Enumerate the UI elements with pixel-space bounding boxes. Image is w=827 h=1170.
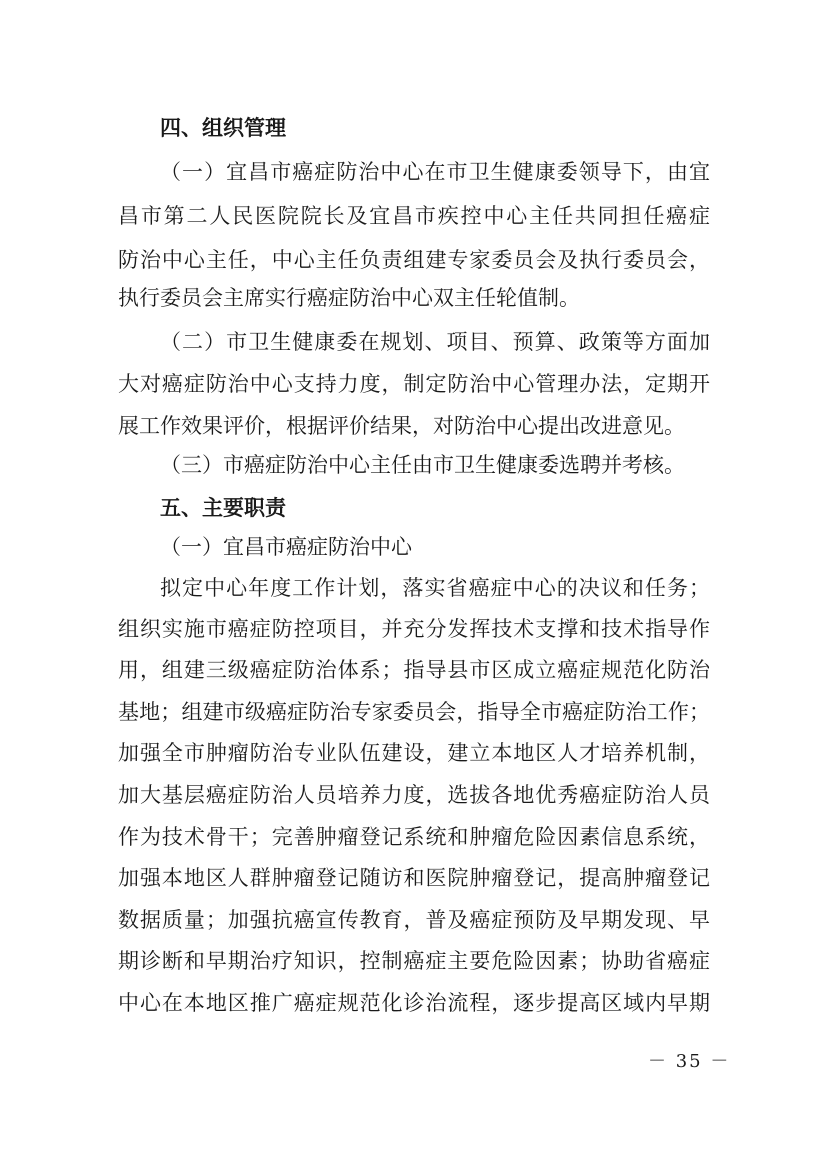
paragraph-line: 中心在本地区推广癌症规范化诊治流程，逐步提高区域内早期 (118, 991, 710, 1015)
paragraph-line: 防治中心主任，中心主任负责组建专家委员会及执行委员会， (118, 248, 710, 272)
subsection-heading: （一）宜昌市癌症防治中心 (160, 535, 412, 559)
paragraph-line: 组织实施市癌症防控项目，并充分发挥技术支撑和技术指导作 (118, 617, 710, 641)
paragraph-line: 期诊断和早期治疗知识，控制癌症主要危险因素；协助省癌症 (118, 949, 710, 973)
paragraph-line: 大对癌症防治中心支持力度，制定防治中心管理办法，定期开 (118, 372, 710, 396)
paragraph-line: 拟定中心年度工作计划，落实省癌症中心的决议和任务； (160, 576, 710, 600)
section-heading-organization: 四、组织管理 (160, 116, 286, 140)
paragraph-line: （一）宜昌市癌症防治中心在市卫生健康委领导下，由宜 (160, 160, 710, 184)
paragraph-line: 数据质量；加强抗癌宣传教育，普及癌症预防及早期发现、早 (118, 908, 710, 932)
section-heading-responsibilities: 五、主要职责 (160, 496, 286, 520)
paragraph-line: 加强全市肿瘤防治专业队伍建设，建立本地区人才培养机制， (118, 741, 710, 765)
paragraph-line: 执行委员会主席实行癌症防治中心双主任轮值制。 (118, 286, 580, 310)
paragraph-line: 用，组建三级癌症防治体系；指导县市区成立癌症规范化防治 (118, 658, 710, 682)
paragraph-line: 展工作效果评价，根据评价结果，对防治中心提出改进意见。 (118, 414, 685, 438)
paragraph-line: 作为技术骨干；完善肿瘤登记系统和肿瘤危险因素信息系统， (118, 825, 710, 849)
paragraph-line: 加大基层癌症防治人员培养力度，选拔各地优秀癌症防治人员 (118, 783, 710, 807)
paragraph-line: 昌市第二人民医院院长及宜昌市疾控中心主任共同担任癌症 (118, 204, 710, 228)
page-number: － 35 － (648, 1051, 731, 1072)
paragraph-line: （二）市卫生健康委在规划、项目、预算、政策等方面加 (160, 330, 710, 354)
paragraph-line: 基地；组建市级癌症防治专家委员会，指导全市癌症防治工作； (118, 700, 710, 724)
paragraph-line: 加强本地区人群肿瘤登记随访和医院肿瘤登记，提高肿瘤登记 (118, 866, 710, 890)
paragraph-line: （三）市癌症防治中心主任由市卫生健康委选聘并考核。 (160, 453, 685, 477)
